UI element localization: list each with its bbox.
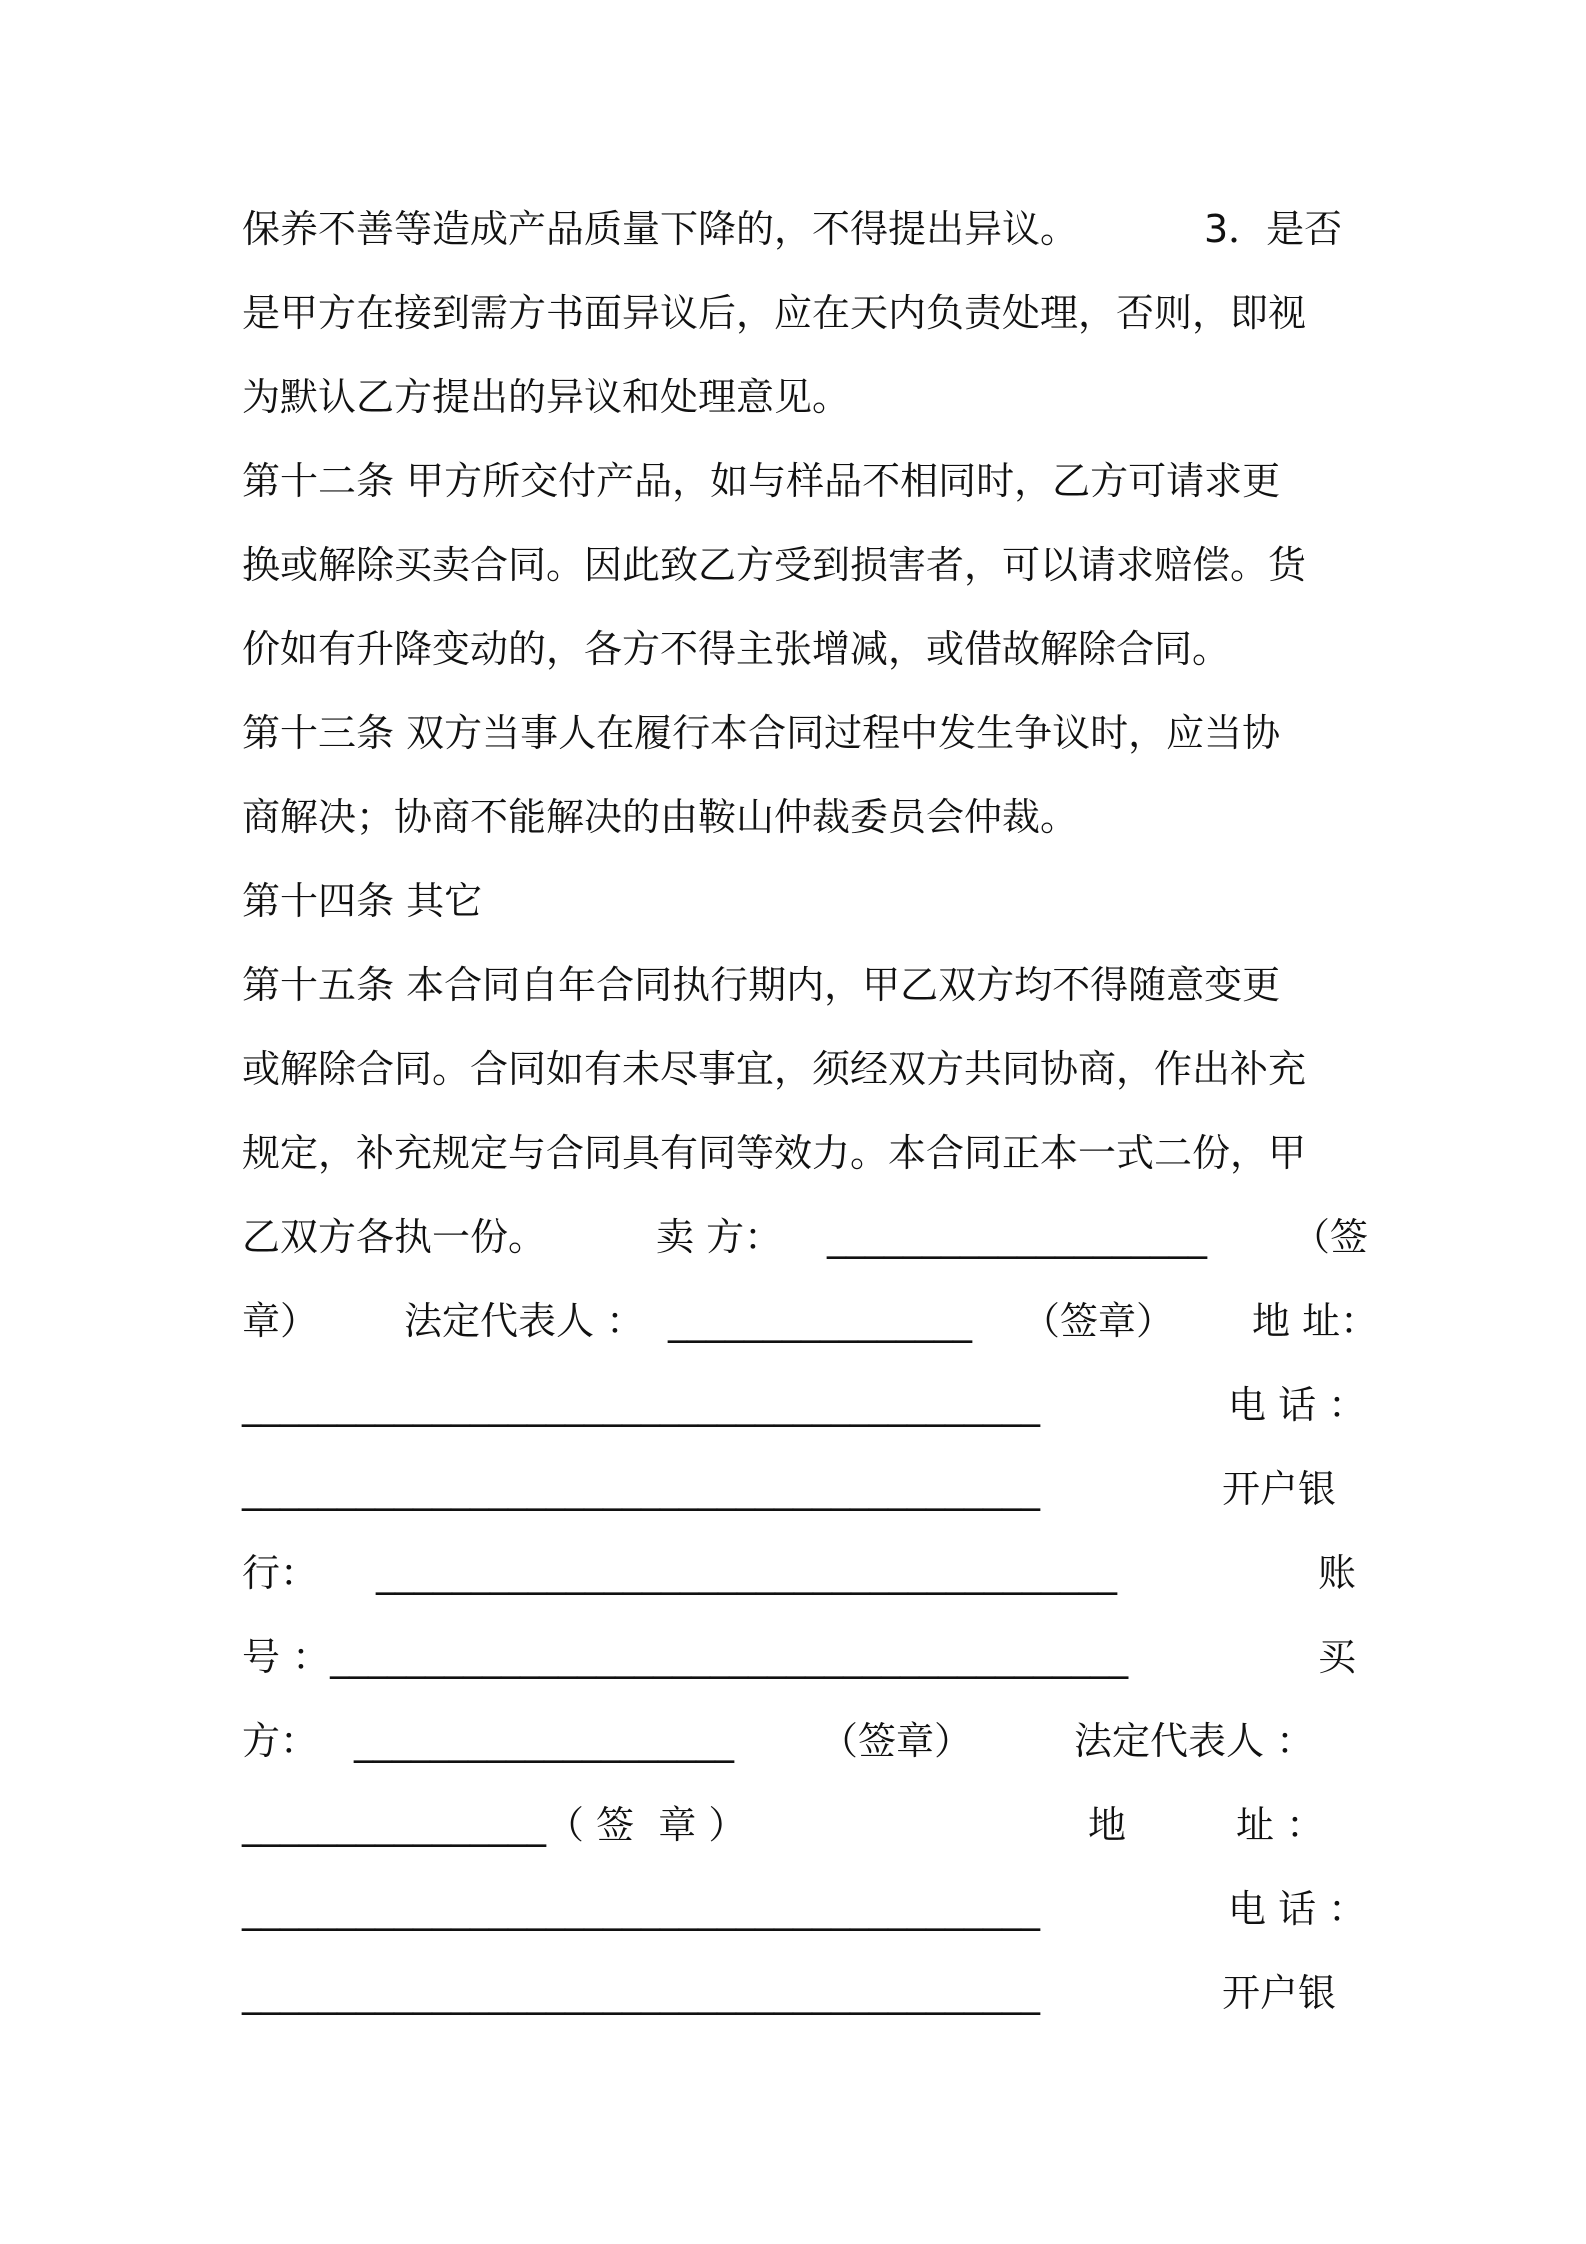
buyer-start-line: [242, 1627, 1362, 1687]
buyer-address-blank: __________________________________________: [242, 1887, 1040, 1931]
article-12-line-2: [242, 535, 1362, 595]
article-15-line-1: [242, 955, 1362, 1015]
article-15-line-3: [242, 1123, 1362, 1183]
article-15-text-3: 规定，补充规定与合同具有同等效力。本合同正本一式二份，甲: [242, 1131, 1307, 1175]
line-1-item-number: 3．是否: [1204, 207, 1343, 251]
seller-label: 卖 方：: [656, 1215, 783, 1259]
buyer-seal-label: （签章）: [820, 1719, 973, 1763]
seller-phone-blank: __________________________________________: [242, 1467, 1040, 1511]
seller-rep-seal-label: （签章）: [1022, 1299, 1175, 1343]
buyer-bank-line: [242, 1963, 1362, 2023]
seller-address-label: 地 址：: [1252, 1299, 1379, 1343]
buyer-phone-line: [242, 1879, 1367, 1939]
buyer-bank-label: 开户银: [1222, 1971, 1337, 2015]
seller-account-field: 号 ：__________________________________________: [242, 1635, 1129, 1679]
article-15-text-1: 第十五条 本合同自年合同执行期内，甲乙双方均不得随意变更: [242, 963, 1281, 1007]
buyer-phone-blank: __________________________________________: [242, 1971, 1040, 2015]
line-3-text: 为默认乙方提出的异议和处理意见。: [242, 375, 851, 419]
buyer-legal-rep-label: 法定代表人 ：: [1074, 1719, 1315, 1763]
article-14-text: 第十四条 其它: [242, 879, 483, 923]
seller-rep-line: [242, 1291, 1379, 1351]
article-13-line-2: [242, 787, 1362, 847]
article-12-text-1: 第十二条 甲方所交付产品，如与样品不相同时，乙方可请求更: [242, 459, 1281, 503]
article-13-text-1: 第十三条 双方当事人在履行本合同过程中发生争议时，应当协: [242, 711, 1281, 755]
seller-legal-rep-blank: ________________: [668, 1299, 972, 1343]
article-14-line: [242, 871, 1362, 931]
seller-line: [242, 1207, 1369, 1267]
line-2-text: 是甲方在接到需方书面异议后，应在天内负责处理，否则，即视: [242, 291, 1307, 335]
copies-text: 乙双方各执一份。: [242, 1215, 547, 1259]
text-line-2: [242, 283, 1362, 343]
seller-legal-rep-label: 法定代表人 ：: [404, 1299, 645, 1343]
seller-bank-blank: _______________________________________: [376, 1551, 1117, 1595]
seller-address-blank: __________________________________________: [242, 1383, 1040, 1427]
seller-phone-line: [242, 1375, 1367, 1435]
buyer-address-label-start: 地: [1088, 1803, 1127, 1847]
line-1-text: 保养不善等造成产品质量下降的，不得提出异议。: [242, 207, 1079, 251]
seller-account-label: 账: [1318, 1551, 1357, 1595]
article-13-text-2: 商解决；协商不能解决的由鞍山仲裁委员会仲裁。: [242, 795, 1079, 839]
seller-blank: ____________________: [827, 1215, 1207, 1259]
article-15-line-2: [242, 1039, 1362, 1099]
seller-bank-line: [242, 1459, 1362, 1519]
text-line-3: [242, 367, 1362, 427]
article-15-text-2: 或解除合同。合同如有未尽事宜，须经双方共同协商，作出补充: [242, 1047, 1307, 1091]
article-12-text-3: 价如有升降变动的，各方不得主张增减，或借故解除合同。: [242, 627, 1231, 671]
seller-phone-label: 电 话 ：: [1228, 1383, 1367, 1427]
article-12-line-1: [242, 451, 1362, 511]
buyer-blank: ____________________: [354, 1719, 734, 1763]
buyer-phone-label: 电 话 ：: [1228, 1887, 1367, 1931]
seller-bank-label: 开户银: [1222, 1467, 1337, 1511]
buyer-label-start: 买: [1318, 1635, 1357, 1679]
article-12-line-3: [242, 619, 1362, 679]
seller-bank-label-end: 行：: [242, 1551, 319, 1595]
seller-account-line: [242, 1543, 1362, 1603]
buyer-line: [242, 1711, 1362, 1771]
buyer-label-end: 方：: [242, 1719, 319, 1763]
buyer-rep-line: [242, 1795, 1362, 1855]
text-line-1: [242, 199, 1362, 259]
buyer-legal-rep-field: ________________（ 签 章 ）: [242, 1803, 747, 1847]
article-12-text-2: 换或解除买卖合同。因此致乙方受到损害者，可以请求赔偿。货: [242, 543, 1307, 587]
seller-seal-label-end: 章）: [242, 1299, 319, 1343]
article-13-line-1: [242, 703, 1362, 763]
seller-seal-label: （签: [1292, 1215, 1369, 1259]
buyer-address-label-end: 址 ：: [1236, 1803, 1325, 1847]
